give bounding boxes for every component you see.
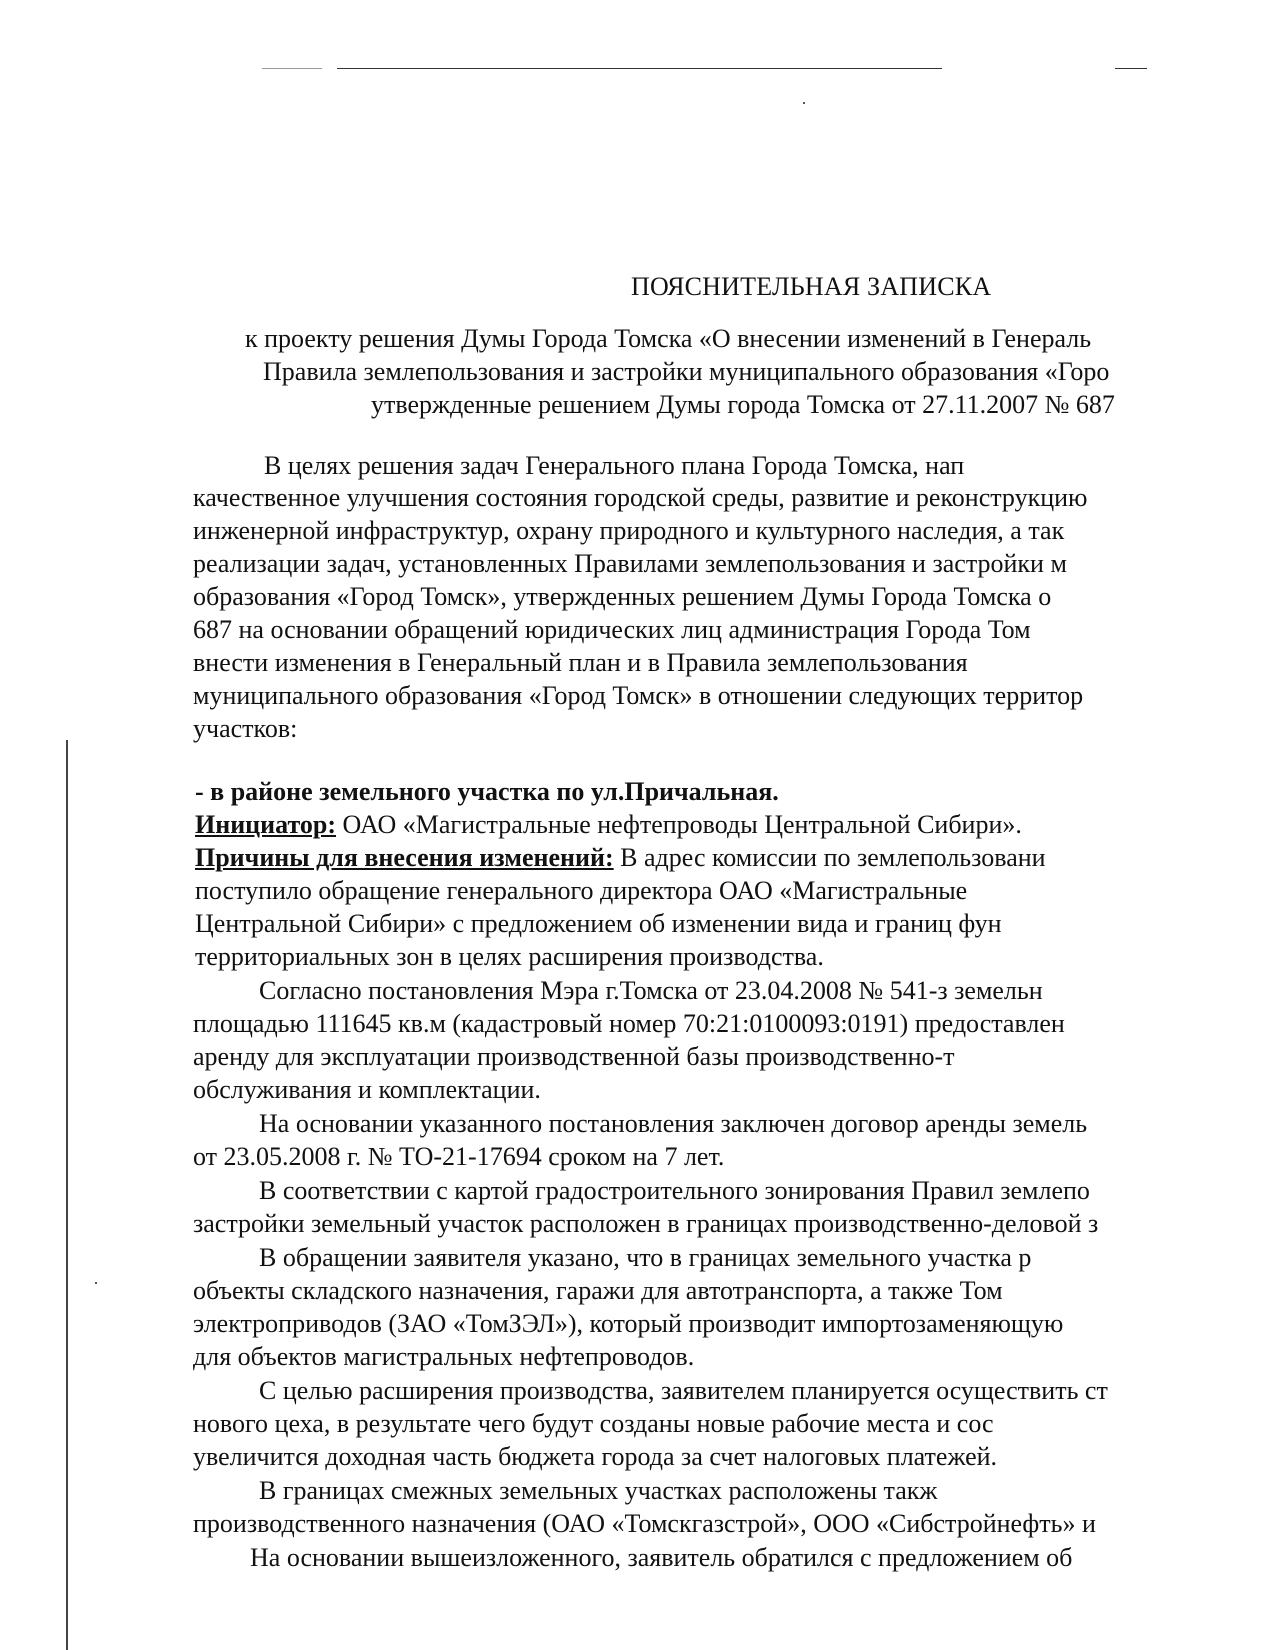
scan-artifact-line (337, 68, 942, 69)
section-heading: - в районе земельного участка по ул.Причальная. (195, 777, 779, 806)
paragraph-line: обслуживания и комплектации. (193, 1075, 541, 1104)
paragraph-line: образования «Город Томск», утвержденных решением Думы Города Томска о (193, 582, 1052, 611)
paragraph-line: Согласно постановления Мэра г.Томска от 23.04.2008 № 541-з земельн (259, 976, 1043, 1005)
paragraph-line: В границах смежных земельных участках расположены такж (259, 1476, 938, 1505)
scan-edge-line (66, 740, 68, 1650)
paragraph-line: С целью расширения производства, заявителем планируется осуществить ст (259, 1376, 1108, 1405)
paragraph-line: площадью 111645 кв.м (кадастровый номер 70:21:0100093:0191) предоставлен (193, 1009, 1065, 1038)
paragraph-line: нового цеха, в результате чего будут созданы новые рабочие места и сос (193, 1409, 994, 1438)
paragraph-line: Центральной Сибири» с предложением об изменении вида и границ фун (195, 909, 1002, 938)
paragraph-line: увеличится доходная часть бюджета города за счет налоговых платежей. (193, 1442, 998, 1471)
scan-artifact-line (1115, 68, 1147, 69)
paragraph-line: На основании указанного постановления заключен договор аренды земель (259, 1109, 1088, 1138)
subtitle-line: Правила землепользования и застройки муниципального образования «Горо (263, 357, 1110, 386)
paragraph-line: внести изменения в Генеральный план и в Правила землепользования (193, 648, 968, 677)
initiator-value: ОАО «Магистральные нефтепроводы Центральной Сибири». (336, 810, 1022, 839)
reasons-label: Причины для внесения изменений: (195, 843, 614, 872)
subtitle-line: к проекту решения Думы Города Томска «О внесении изменений в Генераль (245, 324, 1092, 353)
paragraph-line: электроприводов (ЗАО «ТомЗЭЛ»), который производит импортозаменяющую (193, 1309, 1064, 1338)
scan-dot (803, 102, 805, 104)
paragraph-line: В целях решения задач Генерального плана Города Томска, нап (264, 451, 965, 480)
initiator-label: Инициатор: (195, 810, 337, 839)
reasons-text: В адрес комиссии по землепользовани (613, 843, 1046, 872)
paragraph-line: В соответствии с картой градостроительного зонирования Правил землепо (259, 1176, 1090, 1205)
paragraph-line: для объектов магистральных нефтепроводов. (193, 1342, 695, 1371)
scan-artifact-line (262, 68, 322, 69)
page-title: ПОЯСНИТЕЛЬНАЯ ЗАПИСКА (631, 272, 992, 301)
paragraph-line: На основании вышеизложенного, заявитель обратился с предложением об (250, 1543, 1073, 1572)
subtitle-line: утвержденные решением Думы города Томска от 27.11.2007 № 687 (371, 390, 1115, 419)
paragraph-line: поступило обращение генерального директора ОАО «Магистральные (195, 876, 968, 905)
initiator-line (195, 808, 1275, 842)
scan-dot (95, 1282, 97, 1284)
paragraph-line: застройки земельный участок расположен в границах производственно-деловой з (193, 1209, 1099, 1238)
paragraph-line: производственного назначения (ОАО «Томскгазстрой», ООО «Сибстройнефть» и (193, 1509, 1096, 1538)
paragraph-line: В обращении заявителя указано, что в границах земельного участка р (259, 1243, 1032, 1272)
paragraph-line: реализации задач, установленных Правилами землепользования и застройки м (193, 549, 1067, 578)
paragraph-line: территориальных зон в целях расширения производства. (195, 942, 824, 971)
reasons-line (195, 841, 1275, 875)
paragraph-line: инженерной инфраструктур, охрану природного и культурного наследия, а так (193, 516, 1065, 545)
paragraph-line: качественное улучшения состояния городской среды, развитие и реконструкцию (193, 483, 1088, 512)
paragraph-line: муниципального образования «Город Томск» в отношении следующих территор (193, 681, 1084, 710)
paragraph-line: 687 на основании обращений юридических лиц администрация Города Том (193, 615, 1031, 644)
paragraph-line: объекты складского назначения, гаражи для автотранспорта, а также Том (193, 1276, 1003, 1305)
paragraph-line: аренду для эксплуатации производственной базы производственно-т (193, 1042, 955, 1071)
paragraph-line: участков: (193, 714, 298, 743)
paragraph-line: от 23.05.2008 г. № ТО-21-17694 сроком на 7 лет. (193, 1142, 725, 1171)
